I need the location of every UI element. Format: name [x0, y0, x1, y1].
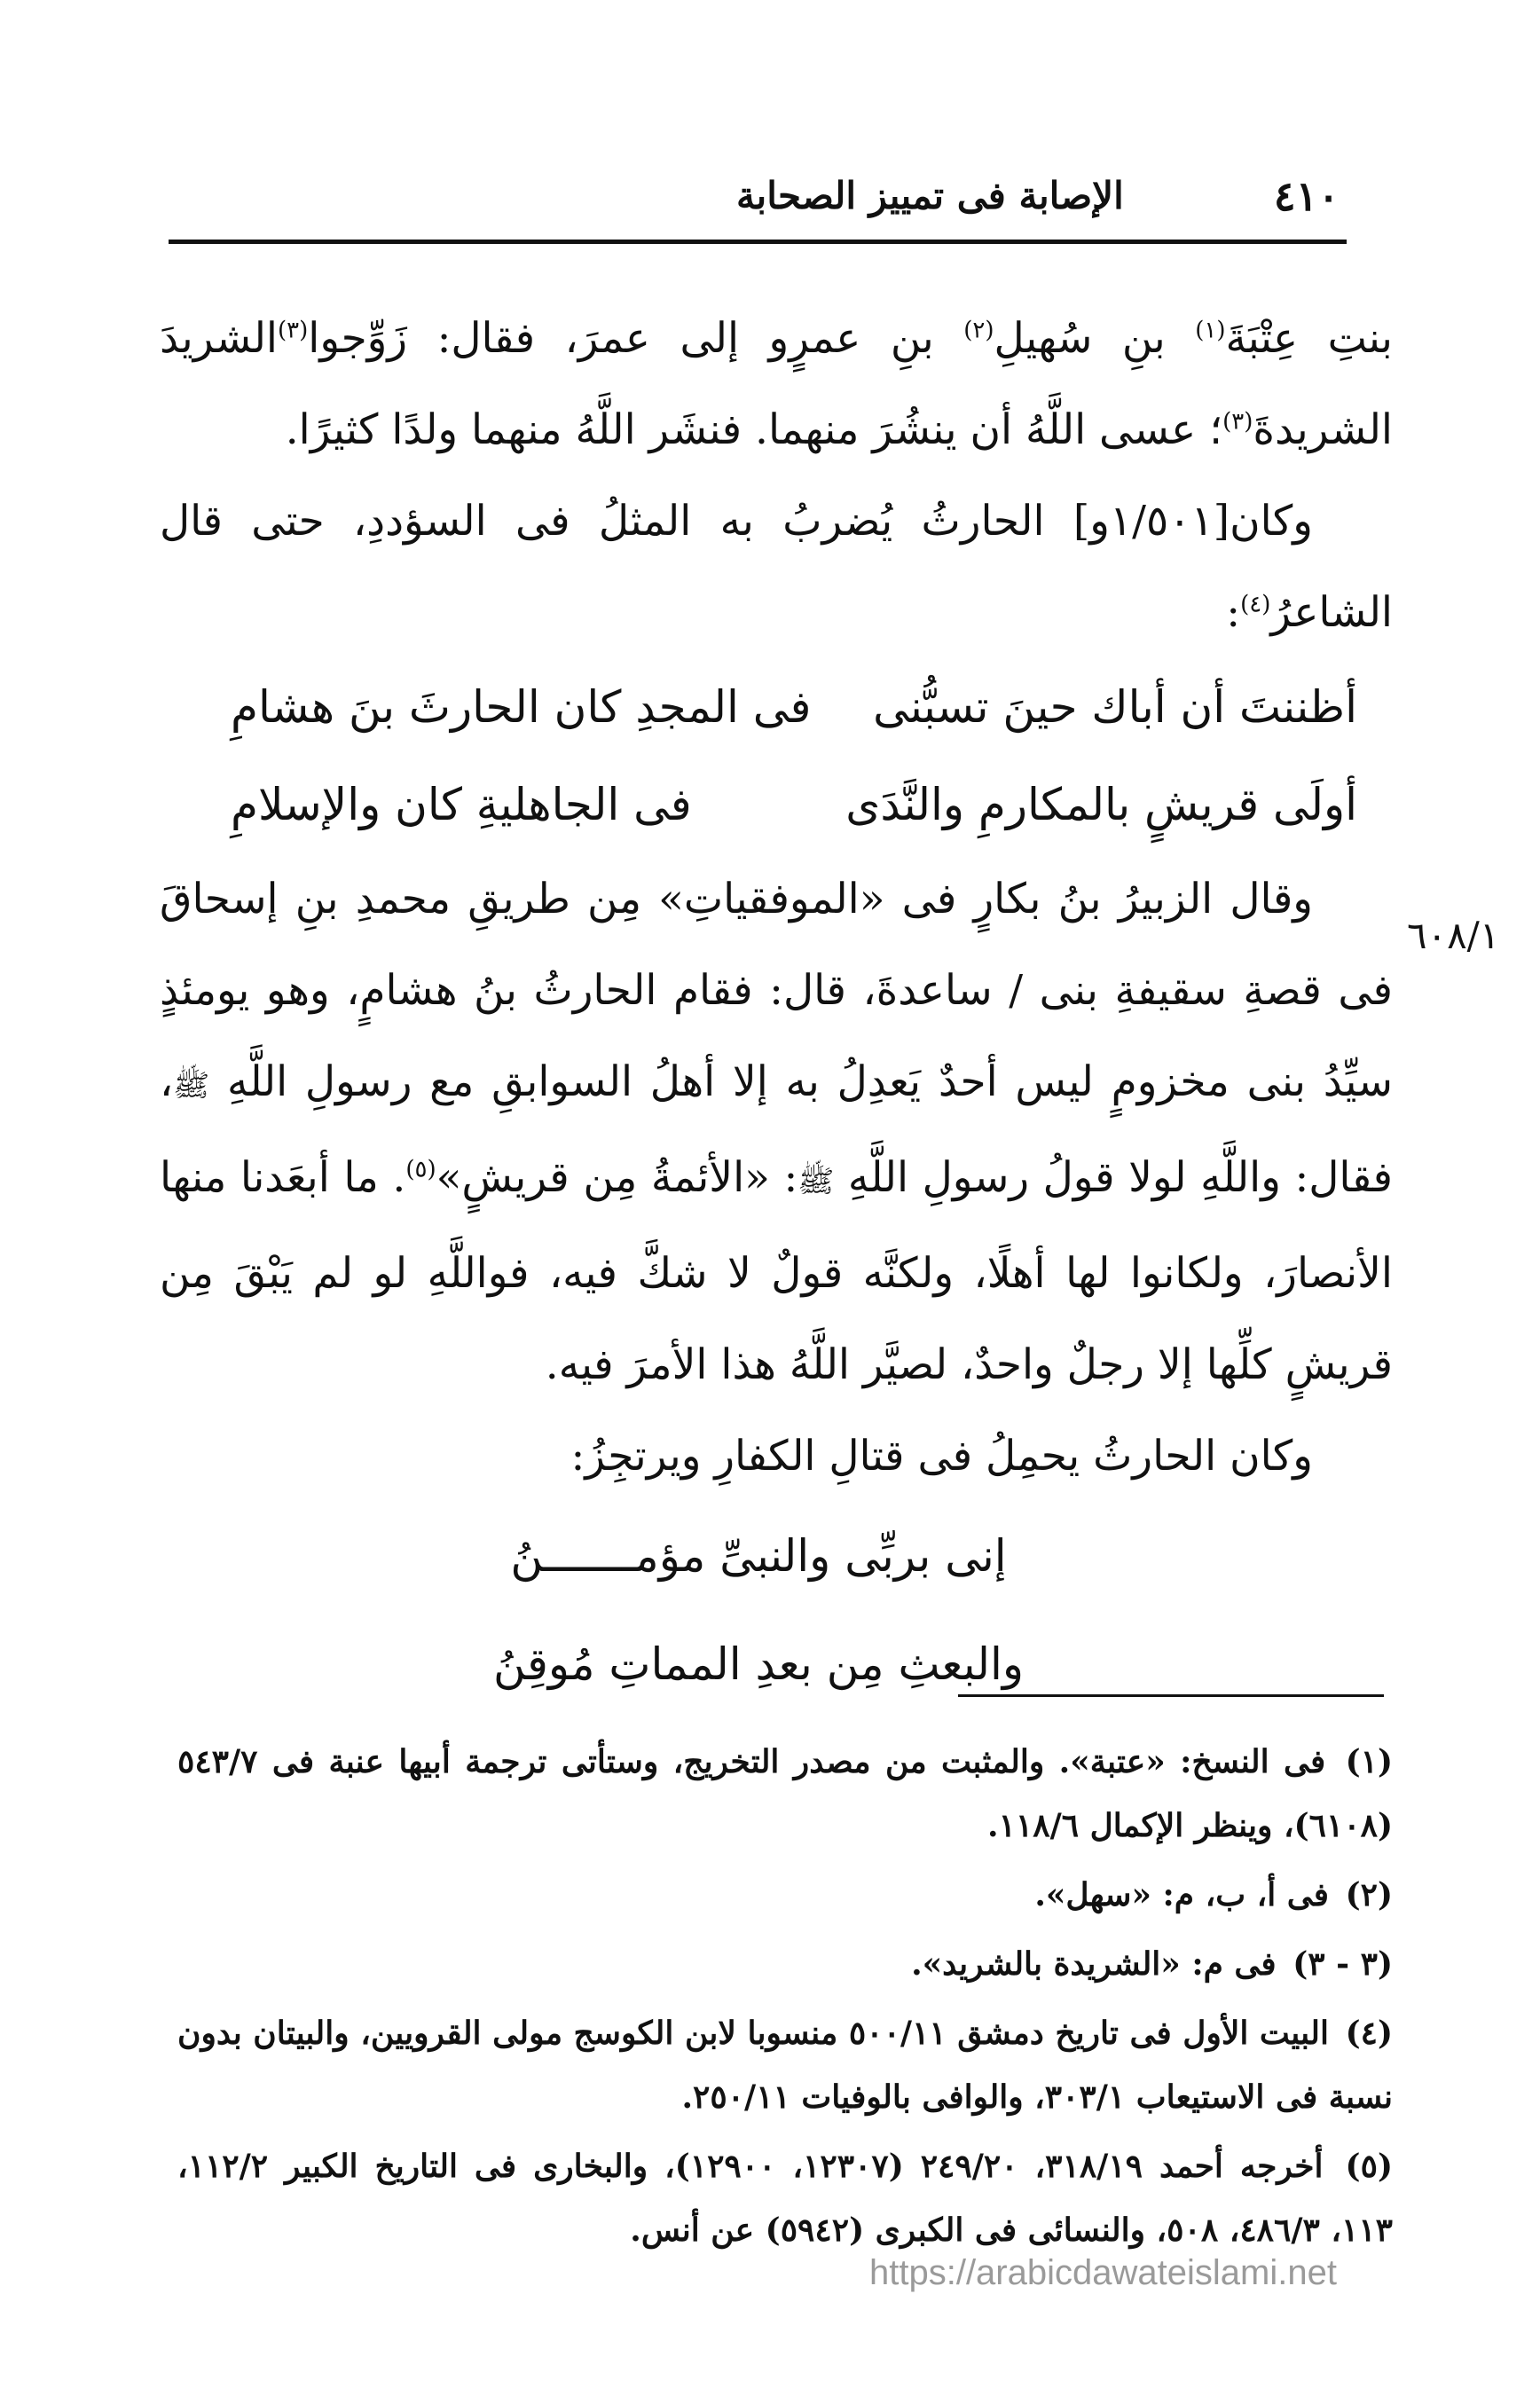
verse-first-hemistich: أولَى قريشٍ بالمكارمِ والنَّدَى: [845, 778, 1357, 830]
rajaz-line-1: إنى بربِّى والنبىِّ مؤمـــــــنُ: [510, 1530, 1007, 1582]
footnote-label: (٤): [1345, 2015, 1393, 2052]
footnote-label: (٥): [1345, 2148, 1393, 2185]
header-rule: [169, 240, 1347, 244]
verse-first-hemistich: أظننتَ أن أباك حينَ تسبُّنى: [873, 680, 1357, 733]
footnote-text: أخرجه أحمد ٣١٨/١٩، ٢٤٩/٢٠ (١٢٣٠٧، ١٢٩٠٠)، والبخارى فى التاريخ الكبير ١١٢/٢، ١١٣، ٤٨٦/٣، ٥٠٨، والنسائى فى الكبرى (٥٩٤٢) عن أنس.: [177, 2148, 1393, 2249]
main-text: [160, 293, 1393, 1718]
footnote: [177, 1932, 1393, 1996]
verse-second-hemistich: فى المجدِ كان الحارثَ بنَ هشامِ: [231, 680, 812, 733]
text-run: بنِ عمرٍو إلى عمرَ، فقال: زَوِّجوا: [308, 314, 964, 363]
footnote-text: البيت الأول فى تاريخ دمشق ٥٠٠/١١ منسوبا لابن الكوسج مولى القرويين، والبيتان بدون نسبة فى الاستيعاب ٣٠٣/١، والوافى بالوفيات ٢٥٠/١١.: [177, 2015, 1393, 2116]
text-run: :: [1226, 588, 1241, 637]
page-header: [169, 167, 1340, 229]
paragraph-3: [160, 853, 1393, 1410]
paragraph-2: [160, 475, 1393, 658]
footnote: [177, 1863, 1393, 1927]
paragraph-1: [160, 293, 1393, 475]
footnote-text: فى النسخ: «عتبة». والمثبت من مصدر التخريج، وستأتى ترجمة أبيها عنبة فى ٥٤٣/٧ (٦١٠٨)، وينظر الإكمال ١١٨/٦.: [177, 1743, 1393, 1844]
running-title: الإصابة فى تمييز الصحابة: [736, 174, 1124, 217]
manuscript-marker: [١/٥٠١و]: [1072, 497, 1230, 546]
footnote: [177, 1730, 1393, 1858]
footnote-ref: (٣): [1222, 408, 1253, 436]
footnote-label: (٣ - ٣): [1292, 1945, 1393, 1983]
footnotes: [177, 1730, 1393, 2267]
poem-verse-2: [160, 756, 1393, 853]
text-run: وكان: [1230, 497, 1313, 546]
footnote-ref: (١): [1195, 317, 1226, 344]
poem-verse-1: [160, 658, 1393, 756]
footnote-ref: (٢): [963, 317, 994, 344]
text-run: وقال الزبيرُ بنُ بكارٍ فى «الموفقياتِ» مِن طريقِ محمدِ بنِ إسحاقَ فى قصةِ سقيفةِ بنى / ساعدةَ، قال: فقام الحارثُ بنُ هشامٍ، وهو يومئذٍ سيِّدُ بنى مخزومٍ ليس أحدٌ يَعدِلُ به إلا أهلُ السوابقِ مع رسولِ اللَّهِ: [160, 875, 1393, 1106]
watermark-url: https://arabicdawateislami.net: [869, 2253, 1337, 2292]
page-number: ٤١٠: [1273, 172, 1340, 220]
rajaz-line-2: والبعثِ مِن بعدِ المماتِ مُوقِنُ: [492, 1638, 1025, 1690]
footnote-text: فى أ، ب، م: «سهل».: [1034, 1876, 1330, 1913]
text-run: الشريدَ الشريدةَ: [160, 314, 1393, 454]
text-run: ؛ عسى اللَّهُ أن ينشُرَ منهما. فنشَر اللَّهُ منهما ولدًا كثيرًا.: [285, 405, 1223, 454]
footnote-ref: (٥): [405, 1156, 436, 1183]
salutation-glyph: ﷺ: [798, 1164, 835, 1199]
footnote-label: (٢): [1345, 1876, 1393, 1913]
footnote-rule: [958, 1694, 1384, 1697]
margin-reference: ٦٠٨/١: [1407, 914, 1500, 957]
paragraph-4: وكان الحارثُ يحمِلُ فى قتالِ الكفارِ ويرتجِزُ:: [570, 1432, 1313, 1481]
footnote-ref: (٣): [278, 317, 309, 344]
text-run: . ما أبعَدنا منها الأنصارَ، ولكانوا لها أهلًا، ولكنَّه قولٌ لا شكَّ فيه، فواللَّهِ لو لم يَبْقَ مِن قريشٍ كلِّها إلا رجلٌ واحدٌ، لصيَّر اللَّهُ هذا الأمرَ فيه.: [160, 1153, 1393, 1389]
footnote-text: فى م: «الشريدة بالشريد».: [911, 1945, 1277, 1983]
text-run: بنِ سُهيلِ: [994, 314, 1196, 363]
footnote-label: (١): [1345, 1743, 1393, 1780]
text-run: الحارثُ يُضربُ به المثلُ فى السؤددِ، حتى قال الشاعرُ: [160, 497, 1393, 637]
text-run: : «الأئمةُ مِن قريشٍ»: [436, 1153, 798, 1202]
text-run: بنتِ عِتْبَةَ: [1225, 314, 1394, 363]
footnote: [177, 2001, 1393, 2129]
footnote-ref: (٤): [1240, 591, 1271, 618]
text-run: ، فقال: واللَّهِ لولا قولُ رسولِ اللَّهِ: [160, 1057, 1393, 1202]
salutation-glyph: ﷺ: [173, 1068, 210, 1104]
verse-second-hemistich: فى الجاهليةِ كان والإسلامِ: [231, 778, 692, 830]
footnote: [177, 2134, 1393, 2262]
